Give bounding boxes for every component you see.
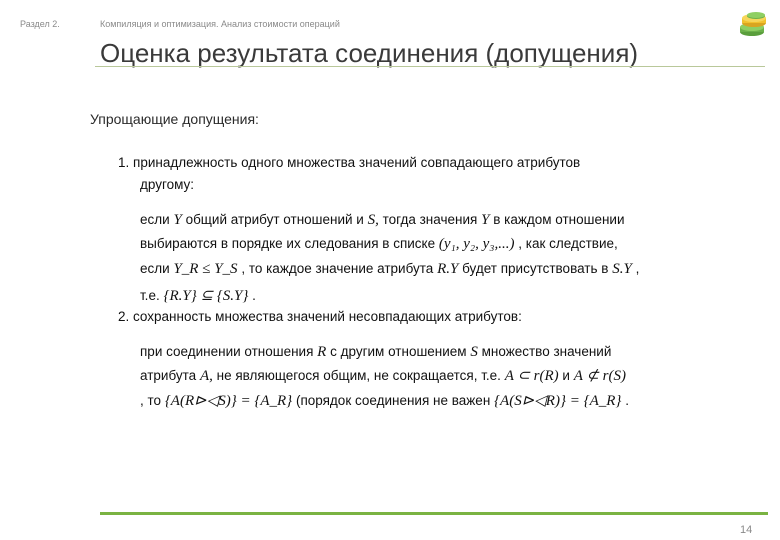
item1-line-a [140,212,625,229]
math-list: (y₁, y₂, y₃,...) [438,236,515,252]
page-title: Оценка результата соединения (допущения) [100,38,639,68]
math-Y: Y [173,212,182,228]
math-R: R [317,344,327,360]
math-SY: S.Y [612,261,632,277]
math-subset: {R.Y} ⊆ {S.Y} [163,288,249,304]
math-join-SR: {A(S⊳◁R)} = {A_R} [494,393,622,409]
text: и [562,368,570,383]
text: если [140,261,170,276]
item1-line-b [140,236,618,253]
text: атрибута [140,368,197,383]
text: , то [140,393,162,408]
text: тогда значения [382,212,478,227]
text: при соединении отношения [140,344,314,359]
text: не являющегося общим, не сокращается, т.е. [216,368,501,383]
text: выбираются в порядке их следования в списке [140,236,436,251]
item2-line-a [140,344,611,361]
text: , то каждое значение атрибута [241,261,434,276]
text: . [252,288,256,303]
text: если [140,212,170,227]
math-S: S, [367,212,379,228]
header-subtitle: Компиляция и оптимизация. Анализ стоимости операций [100,19,340,29]
section-label: Раздел 2. [20,19,60,29]
math-condition: Y_R ≤ Y_S [173,261,238,277]
text: общий атрибут отношений и [185,212,364,227]
item2-line-b [140,366,626,385]
text: с другим отношением [330,344,467,359]
item2-heading: 2. сохранность множества значений несовпадающих атрибутов: [118,309,522,324]
item1-line-c [140,261,639,278]
item1-heading: 1. принадлежность одного множества значений совпадающего атрибутов [118,155,581,170]
math-A-notin-rS: A ⊄ r(S) [573,368,627,384]
item1-line-d [140,286,256,305]
intro-text: Упрощающие допущения: [90,111,259,127]
math-Y: Y [481,212,490,228]
math-A: A, [199,368,213,384]
text: т.е. [140,288,160,303]
math-S: S [470,344,478,360]
math-RY: R.Y [437,261,459,277]
item2-line-c [140,391,629,410]
text: , как следствие, [518,236,618,251]
database-coins-icon [738,10,772,38]
page-number: 14 [740,524,753,536]
text: (порядок соединения не важен [295,393,491,408]
text: множество значений [481,344,612,359]
text: , [635,261,640,276]
item1-heading-cont: другому: [140,177,195,192]
text: . [625,393,629,408]
math-A-in-rR: A ⊂ r(R) [504,368,559,384]
footer-divider [100,512,768,515]
text: будет присутствовать в [462,261,609,276]
text: в каждом отношении [493,212,625,227]
title-divider [95,66,765,67]
math-join-RS: {A(R⊳◁S)} = {A_R} [164,393,293,409]
